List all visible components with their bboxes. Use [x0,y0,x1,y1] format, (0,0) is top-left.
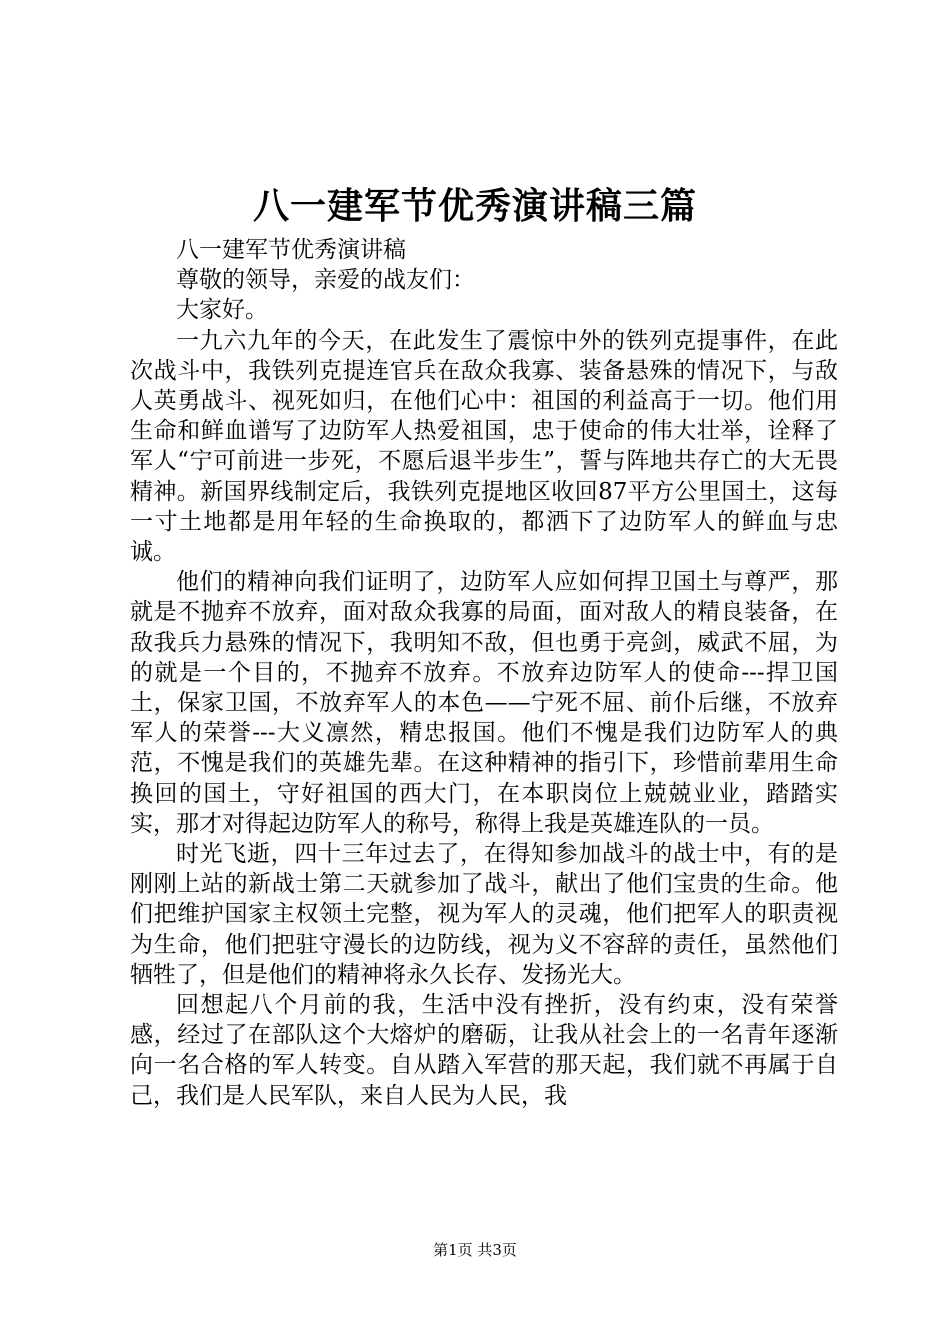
body-paragraph: 回想起八个月前的我，生活中没有挫折，没有约束，没有荣誉感，经过了在部队这个大熔炉的磨砺，让我从社会上的一名青年逐渐向一名合格的军人转变。自从踏入军营的那天起，我们就不再属于自己，我们是人民军队，来自人民为人民，我 [130,992,838,1109]
document-body [130,235,838,1111]
body-paragraph: 他们的精神向我们证明了，边防军人应如何捍卫国土与尊严，那就是不抛弃不放弃，面对敌众我寡的局面，面对敌人的精良装备，在敌我兵力悬殊的情况下，我明知不敌，但也勇于亮剑，威武不屈，为的就是一个目的，不抛弃不放弃。不放弃边防军人的使命---捍卫国土，保家卫国，不放弃军人的本色——宁死不屈、前仆后继，不放弃军人的荣誉---大义凛然，精忠报国。他们不愧是我们边防军人的典范，不愧是我们的英雄先辈。在这种精神的指引下，珍惜前辈用生命换回的国土，守好祖国的西大门，在本职岗位上兢兢业业，踏踏实实，那才对得起边防军人的称号，称得上我是英雄连队的一员。 [130,569,838,837]
salutation: 尊敬的领导，亲爱的战友们： [176,267,475,294]
body-paragraph: 时光飞逝，四十三年过去了，在得知参加战斗的战士中，有的是刚刚上站的新战士第二天就参加了战斗，献出了他们宝贵的生命。他们把维护国家主权领土完整，视为军人的灵魂，他们把军人的职责视为生命，他们把驻守漫长的边防线，视为义不容辞的责任，虽然他们牺牲了，但是他们的精神将永久长存、发扬光大。 [130,841,838,988]
body-paragraph: 一九六九年的今天，在此发生了震惊中外的铁列克提事件，在此次战斗中，我铁列克提连官兵在敌众我寡、装备悬殊的情况下，与敌人英勇战斗、视死如归，在他们心中：祖国的利益高于一切。他们用生命和鲜血谱写了边防军人热爱祖国，忠于使命的伟大壮举，诠释了军人“宁可前进一步死，不愿后退半步生”，誓与阵地共存亡的大无畏精神。新国界线制定后，我铁列克提地区收回87平方公里国土，这每一寸土地都是用年轻的生命换取的，都洒下了边防军人的鲜血与忠诚。 [130,327,838,566]
page-footer: 第1页 共3页 [433,1241,517,1259]
speech-subtitle: 八一建军节优秀演讲稿 [176,237,406,263]
document-title: 八一建军节优秀演讲稿三篇 [252,185,697,227]
greeting: 大家好。 [176,297,268,324]
